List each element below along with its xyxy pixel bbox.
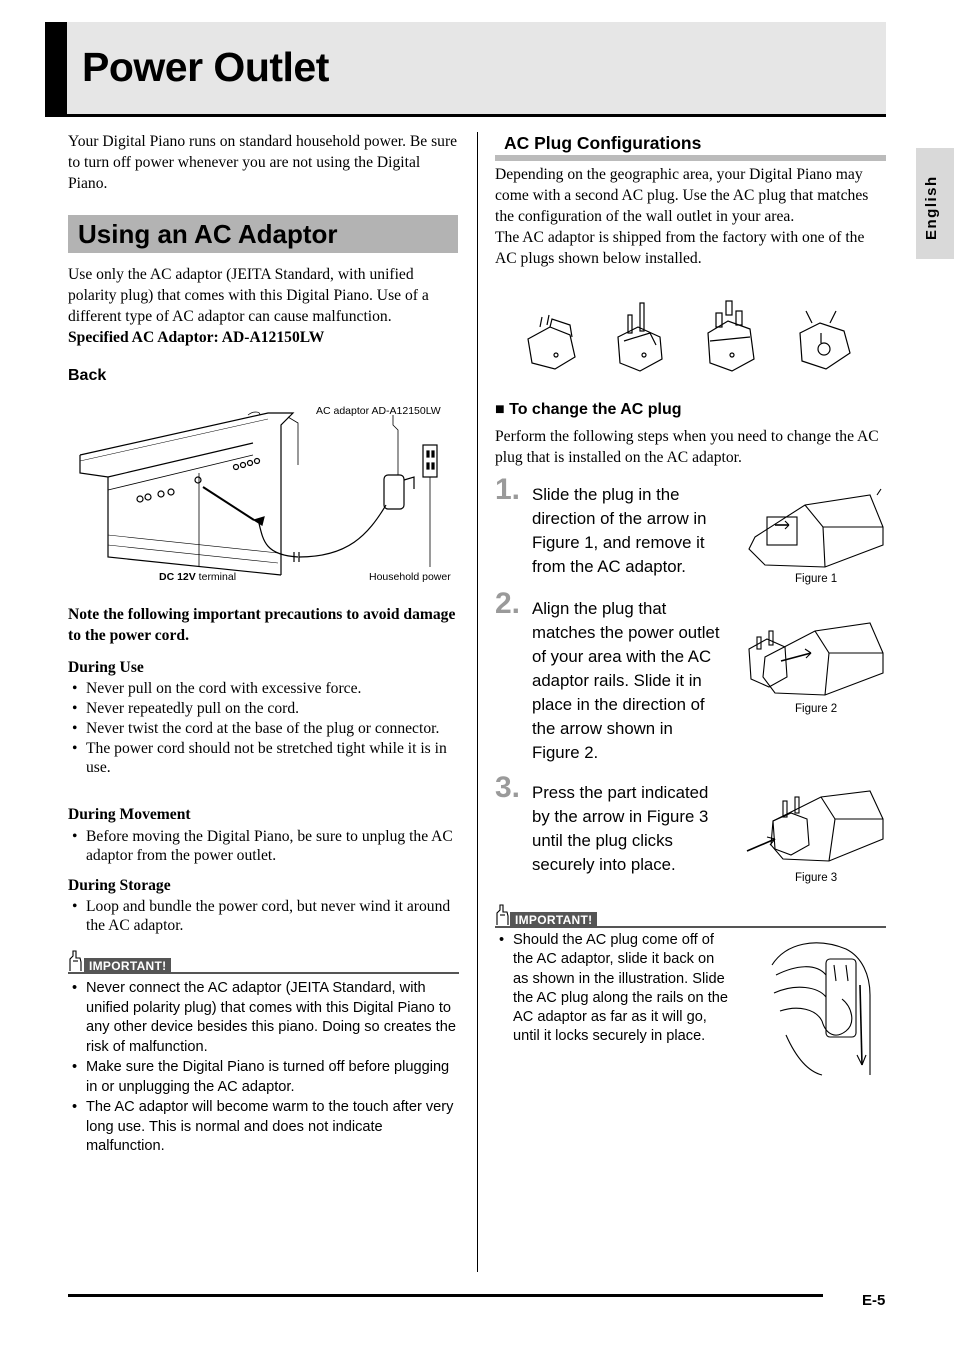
adaptor-callout: AC adaptor AD-A12150LW [316, 405, 441, 417]
step-line: Slide the plug in the [532, 485, 680, 504]
household-callout: Household power [369, 571, 451, 583]
figure-1-illustration [745, 487, 885, 573]
step-number: 1. [495, 473, 521, 506]
ac-plug-para2: The AC adaptor is shipped from the factory with one of the AC plugs shown below installed. [495, 229, 865, 267]
step-line: securely into place. [532, 855, 676, 874]
precaution-title: Note the following important precautions to avoid damage to the power cord. [68, 606, 456, 644]
list-item: • Never repeatedly pull on the cord. [68, 699, 460, 718]
during-storage-list [68, 897, 460, 935]
important-line: until it locks securely in place. [513, 1028, 706, 1045]
during-use-heading: During Use [68, 659, 144, 676]
step-line: Press the part indicated [532, 783, 709, 802]
list-item: • Loop and bundle the power cord, but never wind it around the AC adaptor. [68, 897, 460, 935]
step-line: Figure 2. [532, 743, 599, 762]
important-badge: IMPORTANT! [510, 912, 597, 928]
adaptor-paragraph [68, 264, 460, 348]
list-item: • Never twist the cord at the base of the plug or connector. [68, 719, 460, 738]
important-line: Should the AC plug come off of [513, 932, 714, 948]
right-heading-rule [495, 155, 886, 161]
step-line: from the AC adaptor. [532, 557, 686, 576]
important-line: AC adaptor as far as it will go, [513, 1009, 707, 1026]
change-plug-heading: ■ To change the AC plug [495, 401, 682, 418]
during-movement-heading: During Movement [68, 806, 191, 823]
important-badge: IMPORTANT! [84, 958, 171, 974]
during-movement-list [68, 827, 460, 865]
bullet: • [499, 932, 505, 948]
step-text [532, 483, 747, 579]
during-use-list [68, 679, 460, 777]
page-number: E-5 [862, 1292, 886, 1309]
change-plug-paragraph: Perform the following steps when you need to change the AC plug that is installed on the AC adaptor. [495, 428, 879, 466]
step-line: until the plug clicks [532, 831, 673, 850]
language-tab-label: English [923, 175, 940, 240]
list-item: • Make sure the Digital Piano is turned off before plugging in or unplugging the AC adaptor. [68, 1058, 460, 1097]
list-item: • Never connect the AC adaptor (JEITA Standard, with unified polarity plug) that comes with this Digital Piano to any other device besides this piano. Doing so creates the risk of malfunction. [68, 979, 460, 1057]
step-number: 2. [495, 587, 521, 620]
back-label: Back [68, 367, 107, 384]
ac-plug-para1: Depending on the geographic area, your Digital Piano may come with a second AC plug. Use the AC plug that matches the configuration of the wall outlet in your area. [495, 166, 869, 225]
dc-terminal-callout [159, 571, 236, 583]
footer-rule [68, 1294, 823, 1297]
important-text [513, 931, 763, 1047]
step-line: by the arrow in Figure 3 [532, 807, 709, 826]
pencil-hand-icon [66, 949, 86, 973]
page-title: Power Outlet [82, 44, 329, 90]
step-line: of your area with the AC [532, 647, 712, 666]
during-storage-heading: During Storage [68, 877, 171, 894]
hand-plug-illustration [766, 935, 884, 1077]
list-item: • The AC adaptor will become warm to the touch after very long use. This is normal and does not indicate malfunction. [68, 1098, 460, 1157]
plug-types-illustration [520, 297, 860, 377]
column-divider [477, 132, 478, 1272]
figure-caption: Figure 1 [795, 573, 838, 585]
title-accent-block [45, 22, 67, 117]
step-line: place in the direction of [532, 695, 705, 714]
figure-caption: Figure 2 [795, 703, 838, 715]
adaptor-text: Use only the AC adaptor (JEITA Standard, with unified polarity plug) that comes with this Digital Piano. Use of a different type of AC adaptor can cause malfunction. [68, 266, 429, 325]
step-line: the arrow shown in [532, 719, 673, 738]
step-line: matches the power outlet [532, 623, 720, 642]
back-panel-diagram [68, 395, 460, 590]
figure-3-illustration [745, 787, 885, 873]
important-line: the AC adaptor, slide it back on [513, 951, 715, 968]
list-item: • Before moving the Digital Piano, be sure to unplug the AC adaptor from the power outlet. [68, 827, 460, 865]
step-line: Figure 1, and remove it [532, 533, 705, 552]
important-line: the AC plug along the rails on the [513, 989, 729, 1006]
dc-terminal-rest: terminal [195, 571, 237, 583]
step-text [532, 781, 747, 877]
step-line: adaptor rails. Slide it in [532, 671, 702, 690]
important-list [68, 979, 460, 1157]
list-item: • The power cord should not be stretched tight while it is in use. [68, 739, 460, 777]
step-text [532, 597, 747, 765]
section-heading: Using an AC Adaptor [78, 219, 338, 249]
step-number: 3. [495, 771, 521, 804]
important-line: as shown in the illustration. Slide [513, 970, 725, 987]
intro-paragraph: Your Digital Piano runs on standard household power. Be sure to turn off power whenever you are not using the Digital Piano. [68, 133, 458, 192]
figure-caption: Figure 3 [795, 872, 838, 884]
dc-terminal-bold: DC 12V [159, 571, 196, 583]
specified-adaptor: Specified AC Adaptor: AD-A12150LW [68, 329, 325, 346]
figure-2-illustration [745, 617, 885, 703]
right-heading: AC Plug Configurations [504, 133, 702, 153]
step-line: Align the plug that [532, 599, 667, 618]
step-line: direction of the arrow in [532, 509, 707, 528]
ac-plug-paragraph [495, 164, 887, 269]
list-item: • Never pull on the cord with excessive force. [68, 679, 460, 698]
